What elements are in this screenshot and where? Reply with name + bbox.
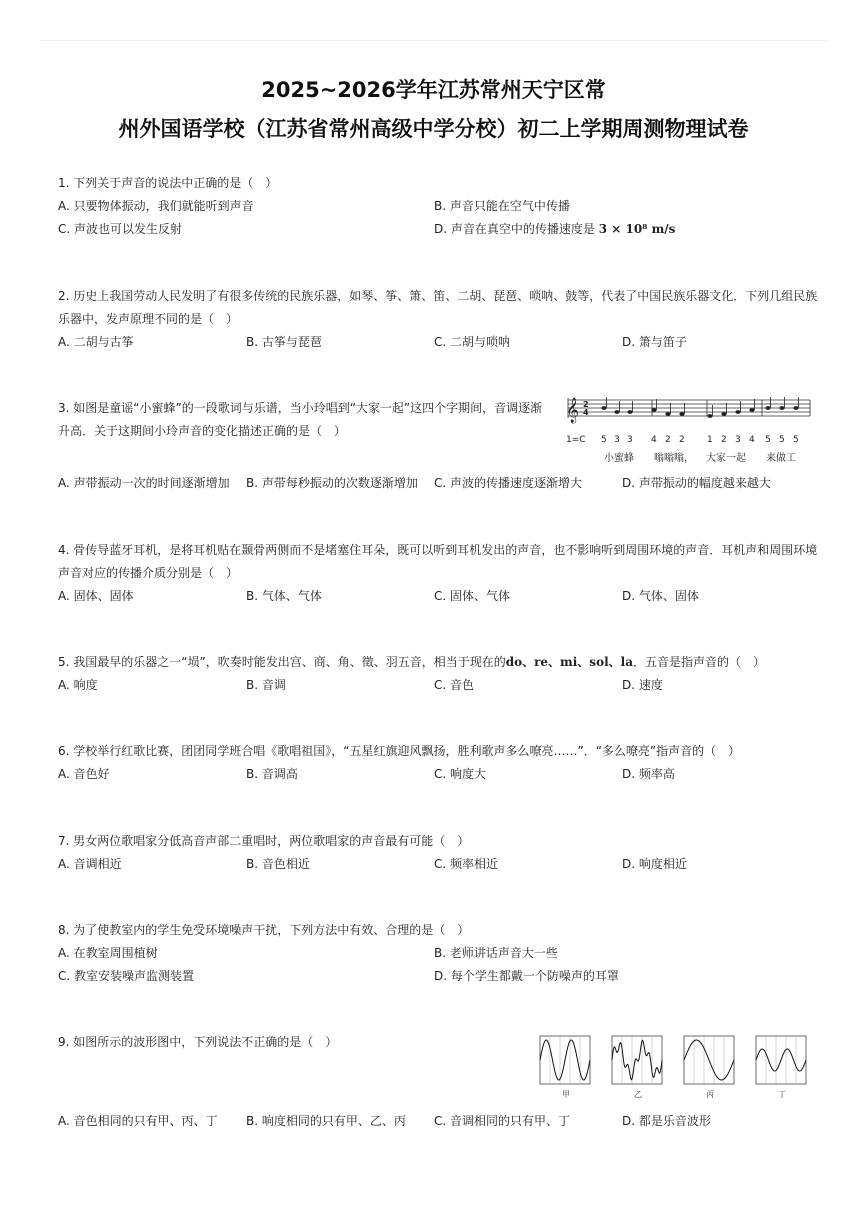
question-stem-part-1: 5. 我国最早的乐器之一“埙”，吹奏时能发出宫、商、角、徵、羽五音，相当于现在的 <box>58 655 506 669</box>
question-8 <box>58 919 818 988</box>
jianpu-numbers <box>601 435 799 445</box>
option-d[interactable]: D. 气体、固体 <box>622 589 699 603</box>
option-d[interactable]: D. 速度 <box>622 678 663 692</box>
music-score-figure <box>562 396 812 468</box>
lyric-2: 嗡嗡嗡， <box>654 453 694 464</box>
note-head <box>779 406 784 410</box>
option-a[interactable]: A. 音调相近 <box>58 857 122 871</box>
note-head <box>614 410 619 414</box>
question-stem <box>58 651 818 674</box>
option-b[interactable]: B. 声带每秒振动的次数逐渐增加 <box>246 476 418 490</box>
option-c[interactable]: C. 声波也可以发生反射 <box>58 222 183 236</box>
question-6 <box>58 740 818 786</box>
jianpu-digit: 2 <box>679 435 685 445</box>
option-a[interactable]: A. 固体、固体 <box>58 589 134 603</box>
note-head <box>707 414 712 418</box>
note-head <box>601 406 606 410</box>
question-3-options <box>58 472 818 495</box>
option-c[interactable]: C. 音色 <box>434 678 475 692</box>
option-b[interactable]: B. 老师讲话声音大一些 <box>434 946 558 960</box>
question-5 <box>58 651 818 697</box>
waveform-figure <box>538 1034 810 1100</box>
option-a[interactable]: A. 音色相同的只有甲、丙、丁 <box>58 1114 218 1128</box>
key-signature: 1=C <box>566 435 586 445</box>
solfege-notes: do、re、mi、sol、la <box>505 655 633 669</box>
option-b[interactable]: B. 响度相同的只有甲、乙、丙 <box>246 1114 406 1128</box>
question-stem: 7. 男女两位歌唱家分低高音声部二重唱时，两位歌唱家的声音最有可能（ ） <box>58 834 470 848</box>
jianpu-digit: 1 <box>707 435 713 445</box>
option-d[interactable]: D. 箫与笛子 <box>622 335 687 349</box>
option-b[interactable]: B. 声音只能在空气中传播 <box>434 199 570 213</box>
note-head <box>651 408 656 412</box>
speed-formula: 3 × 10⁸ m/s <box>598 222 676 236</box>
option-d[interactable]: D. 声带振动的幅度越来越大 <box>622 476 771 490</box>
option-d[interactable]: D. 响度相近 <box>622 857 687 871</box>
option-b[interactable]: B. 音调高 <box>246 767 298 781</box>
option-d[interactable] <box>434 218 675 241</box>
note-head <box>627 410 632 414</box>
note-head <box>679 412 684 416</box>
note-head <box>721 412 726 416</box>
question-4 <box>58 539 818 608</box>
question-stem: 8. 为了使教室内的学生免受环境噪声干扰，下列方法中有效、合理的是（ ） <box>58 923 470 937</box>
option-a[interactable]: A. 只要物体振动，我们就能听到声音 <box>58 199 254 213</box>
option-a[interactable]: A. 音色好 <box>58 767 110 781</box>
question-stem-part-2: ．五音是指声音的（ ） <box>632 655 765 669</box>
option-d-text: D. 声音在真空中的传播速度是 <box>434 222 595 236</box>
option-a[interactable]: A. 二胡与古筝 <box>58 335 134 349</box>
exam-title-line-2: 州外国语学校（江苏省常州高级中学分校）初二上学期周测物理试卷 <box>118 117 749 141</box>
note-head <box>749 408 754 412</box>
treble-clef-icon: 𝄞 <box>566 398 580 423</box>
wave-jia-curve <box>540 1040 590 1080</box>
question-3 <box>58 397 550 443</box>
jianpu-digit: 4 <box>749 435 755 445</box>
option-d[interactable]: D. 频率高 <box>622 767 675 781</box>
option-b[interactable]: B. 音色相近 <box>246 857 310 871</box>
jianpu-digit: 2 <box>665 435 671 445</box>
option-a[interactable]: A. 在教室周围植树 <box>58 946 158 960</box>
question-stem: 9. 如图所示的波形图中，下列说法不正确的是（ ） <box>58 1035 338 1049</box>
wave-label-ding: 丁 <box>778 1090 786 1099</box>
question-9-options <box>58 1110 818 1133</box>
jianpu-digit: 3 <box>735 435 741 445</box>
note-head <box>793 406 798 410</box>
wave-ding-curve <box>756 1049 806 1071</box>
option-c[interactable]: C. 声波的传播速度逐渐增大 <box>434 476 583 490</box>
top-divider <box>40 40 827 41</box>
wave-label-yi: 乙 <box>634 1090 642 1099</box>
time-signature-top: 2 <box>583 400 589 409</box>
jianpu-digit: 3 <box>627 435 633 445</box>
option-c[interactable]: C. 响度大 <box>434 767 487 781</box>
jianpu-digit: 5 <box>793 435 799 445</box>
exam-title-line-1: 2025~2026学年江苏常州天宁区常 <box>261 78 606 102</box>
question-7 <box>58 830 818 876</box>
option-b[interactable]: B. 气体、气体 <box>246 589 322 603</box>
wave-bing-curve <box>684 1040 734 1080</box>
question-1 <box>58 172 818 241</box>
option-b[interactable]: B. 古筝与琵琶 <box>246 335 322 349</box>
question-stem: 1. 下列关于声音的说法中正确的是（ ） <box>58 176 278 190</box>
jianpu-digit: 2 <box>721 435 727 445</box>
time-signature-bottom: 4 <box>583 408 589 417</box>
option-c[interactable]: C. 教室安装噪声监测装置 <box>58 969 195 983</box>
lyric-4: 来做工 <box>766 453 796 464</box>
question-stem: 4. 骨传导蓝牙耳机，是将耳机贴在颞骨两侧而不是堵塞住耳朵，既可以听到耳机发出的声音，也不影响听到周围环境的声音．耳机声和周围环境声音对应的传播介质分别是（ ） <box>58 543 818 580</box>
option-c[interactable]: C. 固体、气体 <box>434 589 511 603</box>
option-c[interactable]: C. 频率相近 <box>434 857 499 871</box>
jianpu-digit: 5 <box>779 435 785 445</box>
wave-yi-curve <box>612 1040 662 1079</box>
jianpu-digit: 4 <box>651 435 657 445</box>
option-b[interactable]: B. 音调 <box>246 678 286 692</box>
jianpu-digit: 3 <box>614 435 620 445</box>
jianpu-digit: 5 <box>601 435 607 445</box>
wave-label-jia: 甲 <box>562 1090 570 1099</box>
option-a[interactable]: A. 响度 <box>58 678 98 692</box>
note-head <box>665 412 670 416</box>
question-stem: 3. 如图是童谣“小蜜蜂”的一段歌词与乐谱，当小玲唱到“大家一起”这四个字期间，音调逐渐升高．关于这期间小玲声音的变化描述正确的是（ ） <box>58 401 543 438</box>
wave-label-bing: 丙 <box>706 1090 714 1099</box>
option-d[interactable]: D. 都是乐音波形 <box>622 1114 711 1128</box>
note-head <box>765 406 770 410</box>
lyric-1: 小蜜蜂 <box>604 453 634 464</box>
option-c[interactable]: C. 音调相同的只有甲、丁 <box>434 1114 571 1128</box>
option-c[interactable]: C. 二胡与唢呐 <box>434 335 511 349</box>
note-head <box>735 410 740 414</box>
option-a[interactable]: A. 声带振动一次的时间逐渐增加 <box>58 476 230 490</box>
question-2 <box>58 285 818 354</box>
jianpu-digit: 5 <box>765 435 771 445</box>
option-d[interactable]: D. 每个学生都戴一个防噪声的耳罩 <box>434 969 619 983</box>
question-stem: 2. 历史上我国劳动人民发明了有很多传统的民族乐器，如琴、筝、箫、笛、二胡、琵琶、唢呐、鼓等，代表了中国民族乐器文化．下列几组民族乐器中，发声原理不同的是（ ） <box>58 289 818 326</box>
lyric-3: 大家一起 <box>706 453 746 464</box>
question-9 <box>58 1031 518 1054</box>
question-stem: 6. 学校举行红歌比赛，团团同学班合唱《歌唱祖国》，“五星红旗迎风飘扬，胜利歌声多么嘹亮……”．“多么嘹亮”指声音的（ ） <box>58 744 741 758</box>
